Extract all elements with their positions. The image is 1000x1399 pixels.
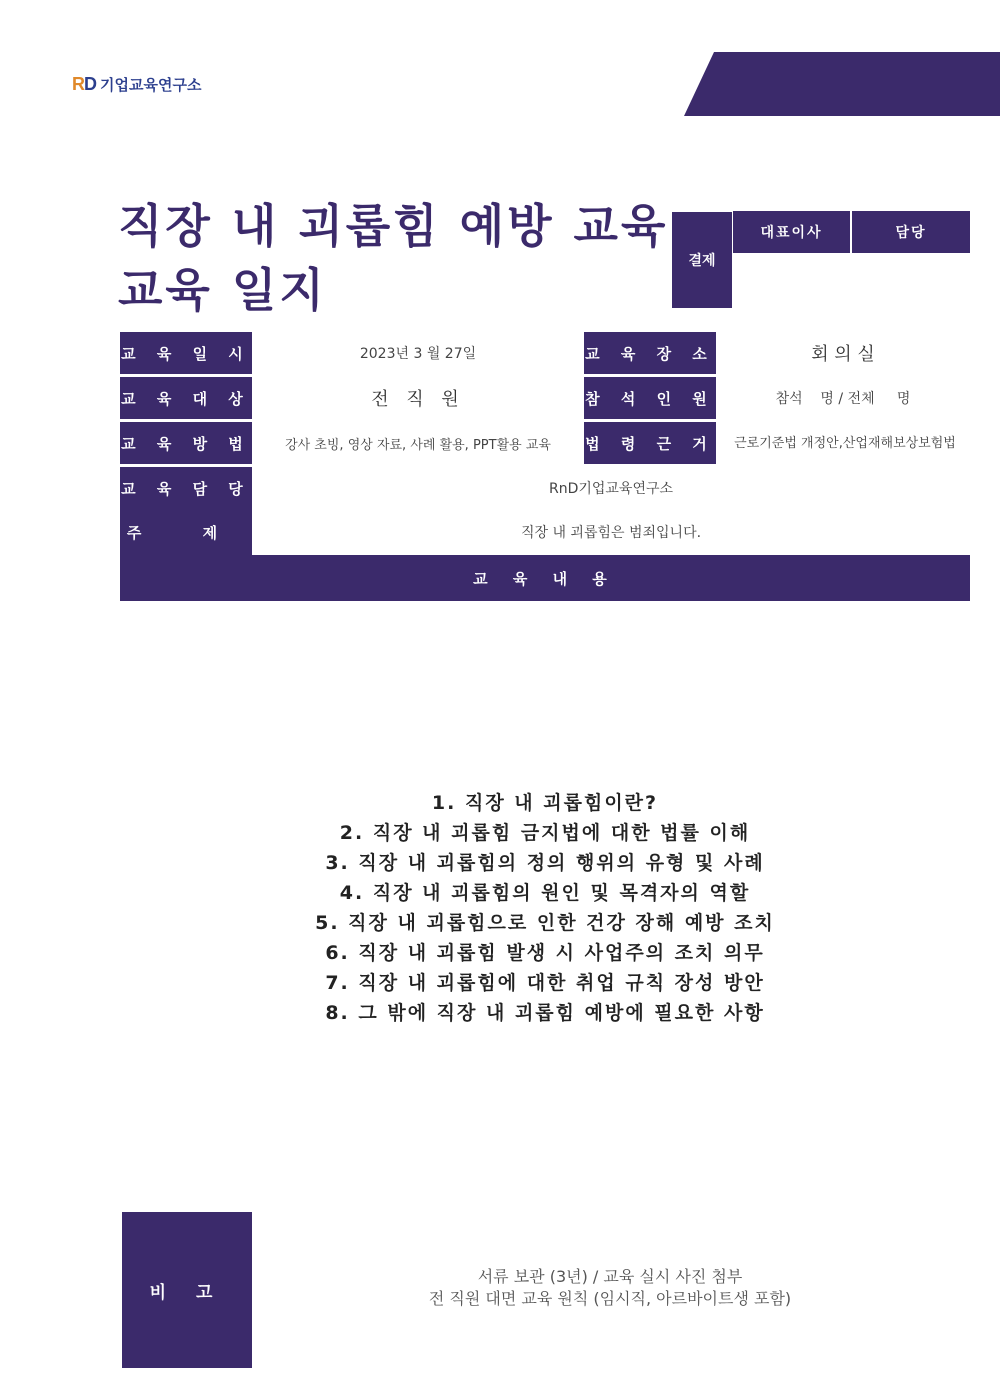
content-item: 1. 직장 내 괴롭힘이란? (431, 792, 659, 814)
remarks-text (330, 1266, 890, 1310)
law-value: 근로기준법 개정안,산업재해보상보험법 (734, 435, 956, 451)
method-value: 강사 초빙, 영상 자료, 사례 활용, PPT활용 교육 (285, 437, 551, 453)
attendance-label: 참 석 인 원 (584, 377, 716, 419)
law-label: 법 령 근 거 (584, 422, 716, 464)
target-value: 전 직 원 (371, 389, 465, 410)
content-item: 7. 직장 내 괴롭힘에 대한 취업 규칙 장성 방안 (325, 972, 765, 994)
date-value: 2023년 3 월 27일 (359, 346, 477, 362)
target-label: 교 육 대 상 (120, 377, 252, 419)
date-label: 교 육 일 시 (120, 332, 252, 374)
content-item: 3. 직장 내 괴롭힘의 정의 행위의 유형 및 사례 (325, 852, 765, 874)
approval-manager-sign-box (852, 253, 970, 308)
staff-label: 교 육 담 당 (120, 467, 252, 509)
content-item: 6. 직장 내 괴롭힘 발생 시 사업주의 조치 의무 (325, 942, 765, 964)
logo-mark: RD (72, 74, 96, 94)
remarks-line: 서류 보관 (3년) / 교육 실시 사진 첨부 (477, 1267, 743, 1286)
content-item: 2. 직장 내 괴롭힘 금지법에 대한 법률 이해 (339, 822, 751, 844)
topic-label: 주 제 (120, 509, 252, 555)
place-label: 교 육 장 소 (584, 332, 716, 374)
company-logo (72, 74, 201, 95)
attendance-value: 참석 명 / 전체 명 (775, 391, 911, 407)
approval-ceo-sign-box (733, 253, 850, 308)
topic-value: 직장 내 괴롭힘은 범죄입니다. (520, 525, 702, 541)
content-item: 4. 직장 내 괴롭힘의 원인 및 목격자의 역할 (339, 882, 751, 904)
place-value: 회 의 실 (811, 344, 875, 365)
method-label: 교 육 방 법 (120, 422, 252, 464)
content-item: 5. 직장 내 괴롭힘으로 인한 건강 장해 예방 조치 (315, 912, 775, 934)
approval-label: 결제 (672, 212, 732, 308)
remarks-label: 비 고 (122, 1212, 252, 1368)
page-subtitle: 교육 일지 (118, 263, 327, 317)
approval-ceo-header: 대표이사 (733, 211, 850, 253)
approval-manager-header: 담당 (852, 211, 970, 253)
header-banner (0, 0, 1000, 120)
remarks-line: 전 직원 대면 교육 원칙 (임시직, 아르바이트생 포함) (428, 1289, 792, 1308)
content-header: 교 육 내 용 (120, 555, 970, 601)
content-item: 8. 그 밖에 직장 내 괴롭힘 예방에 필요한 사항 (325, 1002, 765, 1024)
content-list (0, 788, 1000, 1028)
page-title: 직장 내 괴롭힘 예방 교육 (118, 199, 669, 253)
staff-value: RnD기업교육연구소 (548, 481, 674, 497)
logo-name: 기업교육연구소 (100, 76, 202, 94)
